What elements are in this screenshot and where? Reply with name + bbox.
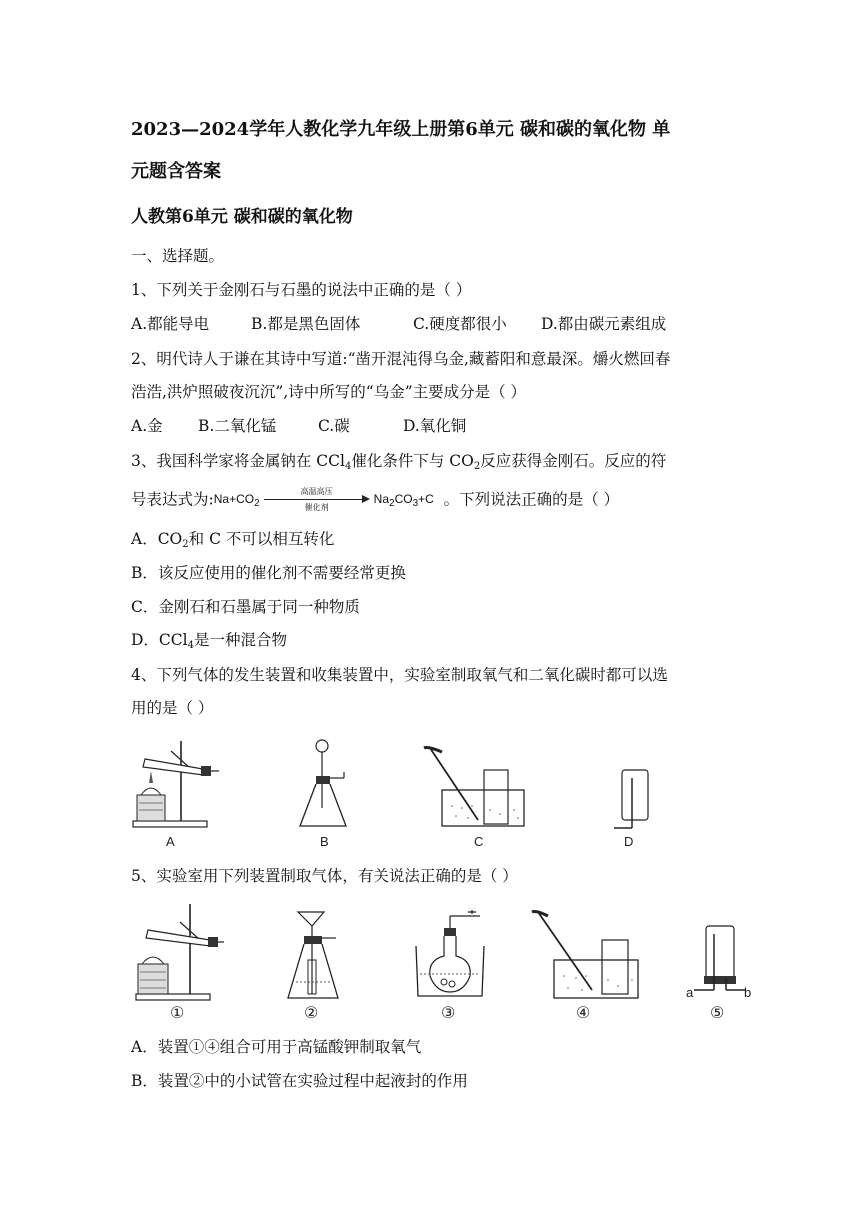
section-heading: 一、选择题。 [131, 247, 225, 265]
apparatus-5-port-b: b [744, 985, 752, 1000]
reaction-arrow: 高温高压 催化剂 [264, 487, 370, 513]
question-3-option-a: A．$CO_2$和 C 不可以相互转化 [131, 530, 335, 550]
apparatus-d-collection-bottle [608, 766, 658, 836]
question-2-option-b: B.二氧化锰 [198, 417, 277, 435]
question-5-stem: 5、实验室用下列装置制取气体，有关说法正确的是（ ） [131, 867, 518, 885]
apparatus-b-label: B [320, 834, 329, 849]
apparatus-1-label: ① [170, 1005, 185, 1022]
apparatus-b-flask-funnel [296, 738, 356, 830]
question-2-stem-line1: 2、明代诗人于谦在其诗中写道:“凿开混沌得乌金,藏蓄阳和意最深。爝火燃回春 [131, 350, 671, 368]
question-3-stem-line1: 3、我国科学家将金属钠在 CCl$_4$催化条件下与 $CO_2$反应获得金刚石。反应的符 [131, 452, 667, 472]
apparatus-d-label: D [624, 834, 634, 849]
question-1-stem: 1、下列关于金刚石与石墨的说法中正确的是（ ） [131, 281, 472, 299]
question-1-option-a: A.都能导电 [131, 315, 210, 333]
apparatus-a-heating-tube [131, 733, 221, 833]
question-2-option-a: A.金 [131, 417, 163, 435]
apparatus-4-label: ④ [576, 1005, 591, 1022]
apparatus-c-water-trough [418, 744, 528, 830]
question-3-option-c: C．金刚石和石墨属于同一种物质 [131, 598, 360, 616]
apparatus-2-label: ② [304, 1005, 319, 1022]
apparatus-3-beaker-flask [410, 906, 490, 1002]
document-subtitle: 人教第6单元 碳和碳的氧化物 [131, 207, 353, 227]
apparatus-1-heating-tube [134, 900, 226, 1004]
apparatus-5-gas-bottle [690, 920, 750, 1002]
question-5-option-b: B．装置②中的小试管在实验过程中起液封的作用 [131, 1072, 468, 1090]
question-2-option-c: C.碳 [318, 417, 350, 435]
apparatus-2-flask-long-funnel [286, 910, 346, 1002]
apparatus-5-port-a: a [686, 985, 694, 1000]
question-3-option-d: D．CCl$_4$是一种混合物 [131, 631, 287, 651]
question-3-stem-line2: 号表达式为$:Na+CO_2$ 高温高压 催化剂 $Na_2CO_3+C$ 。下列说法正确的是（ ） [131, 487, 619, 514]
apparatus-c-label: C [474, 834, 484, 849]
question-5-option-a: A．装置①④组合可用于高锰酸钾制取氧气 [131, 1038, 422, 1056]
question-2-stem-line2: 浩浩,洪炉照破夜沉沉”,诗中所写的“乌金”主要成分是（ ） [131, 383, 527, 401]
question-1-option-d: D.都由碳元素组成 [541, 315, 667, 333]
document-title-line1: 2023—2024学年人教化学九年级上册第6单元 碳和碳的氧化物 单 [131, 119, 671, 140]
question-1-option-c: C.硬度都很小 [413, 315, 507, 333]
question-4-stem-line2: 用的是（ ） [131, 699, 214, 717]
apparatus-a-label: A [166, 834, 175, 849]
question-1-option-b: B.都是黑色固体 [251, 315, 361, 333]
reaction-equation: $Na+CO_2$ 高温高压 催化剂 $Na_2CO_3+C$ [213, 487, 434, 512]
question-4-stem-line1: 4、下列气体的发生装置和收集装置中，实验室制取氧气和二氧化碳时都可以选 [131, 666, 668, 684]
document-title-line2: 元题含答案 [131, 161, 221, 182]
question-2-option-d: D.氧化铜 [403, 417, 467, 435]
apparatus-5-label: ⑤ [710, 1005, 725, 1022]
apparatus-4-water-trough [530, 910, 642, 1002]
apparatus-3-label: ③ [441, 1005, 456, 1022]
question-3-option-b: B．该反应使用的催化剂不需要经常更换 [131, 564, 406, 582]
